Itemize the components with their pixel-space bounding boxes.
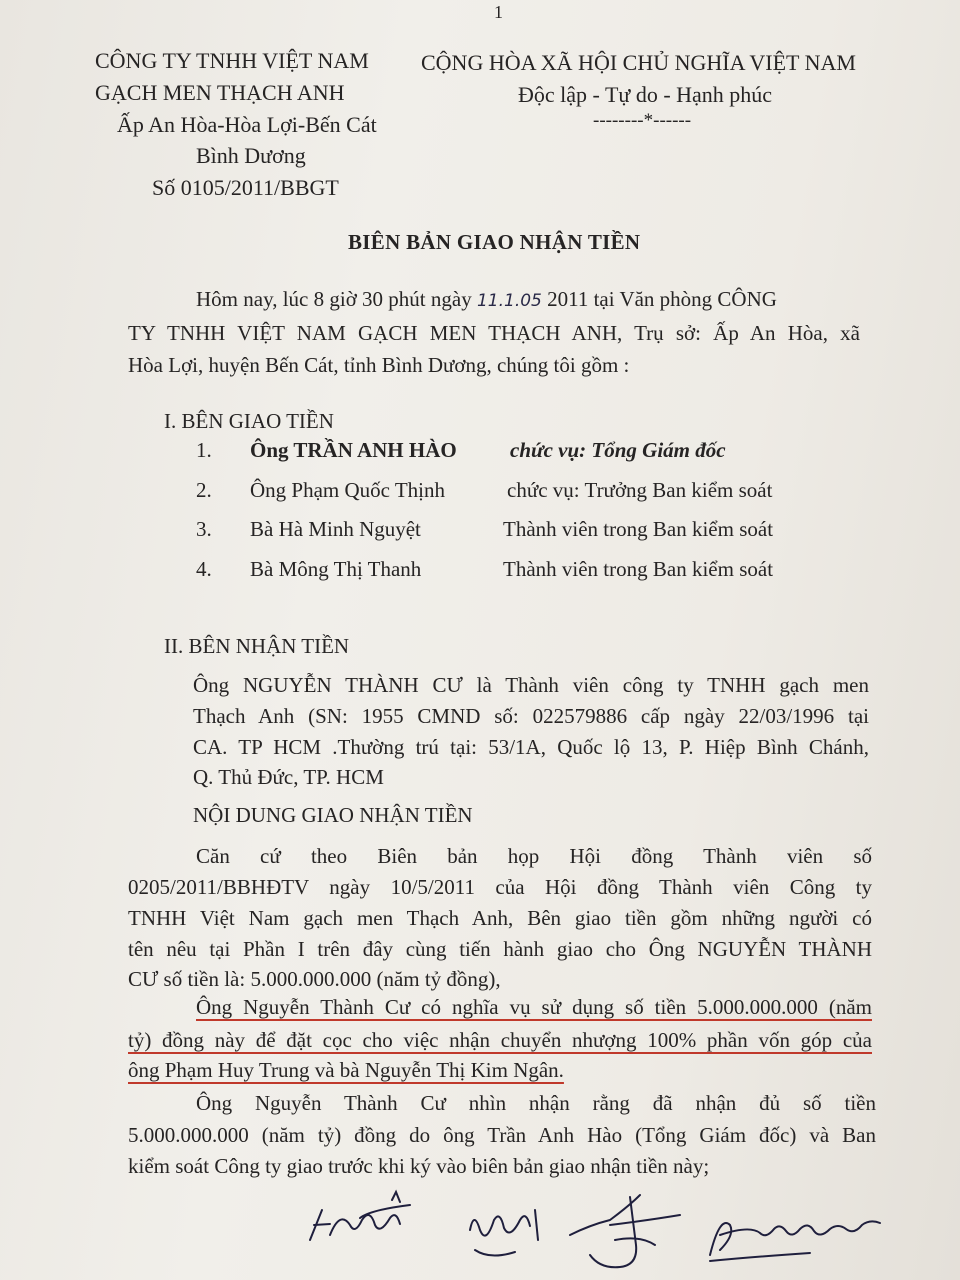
intro-line-3: Hòa Lợi, huyện Bến Cát, tỉnh Bình Dương, chúng tôi gồm : <box>128 353 630 377</box>
signature-4-icon <box>690 1195 890 1275</box>
content-para2-line3-text: ông Phạm Huy Trung và bà Nguyễn Thị Kim Ngân. <box>128 1058 564 1082</box>
content-para1-line2: 0205/2011/BBHĐTV ngày 10/5/2011 của Hội đồng Thành viên Công ty <box>128 875 872 899</box>
giver-3-number: 3. <box>196 517 212 541</box>
content-heading: NỘI DUNG GIAO NHẬN TIỀN <box>193 803 473 827</box>
content-para1-line1: Căn cứ theo Biên bản họp Hội đồng Thành viên số <box>196 844 872 868</box>
intro-text-start: Hôm nay, lúc 8 giờ 30 phút ngày <box>196 287 472 311</box>
section-1-heading: I. BÊN GIAO TIỀN <box>164 409 334 433</box>
company-province: Bình Dương <box>196 143 306 168</box>
giver-4-role: Thành viên trong Ban kiểm soát <box>503 557 774 581</box>
signature-1-icon <box>300 1180 430 1260</box>
giver-4-name: Bà Mông Thị Thanh <box>250 557 422 581</box>
giver-1-role: chức vụ: Tổng Giám đốc <box>510 438 726 462</box>
content-para2-line2-text: tỷ) đồng này để đặt cọc cho việc nhận chuyển nhượng 100% phần vốn góp của <box>128 1028 872 1052</box>
content-para2-line1 <box>196 995 872 1020</box>
giver-4-number: 4. <box>196 557 212 581</box>
content-para1-line3: TNHH Việt Nam gạch men Thạch Anh, Bên giao tiền gồm những người có <box>128 906 872 930</box>
national-motto: Độc lập - Tự do - Hạnh phúc <box>518 82 773 107</box>
giver-2-number: 2. <box>196 478 212 502</box>
content-para2-line1-text: Ông Nguyễn Thành Cư có nghĩa vụ sử dụng số tiền 5.000.000.000 (năm <box>196 995 872 1019</box>
giver-2-role: chức vụ: Trưởng Ban kiểm soát <box>507 478 773 502</box>
content-para1-line4: tên nêu tại Phần I trên đây cùng tiến hành giao cho Ông NGUYỄN THÀNH <box>128 937 872 961</box>
company-name-line2: GẠCH MEN THẠCH ANH <box>95 80 345 105</box>
content-para3-line3: kiểm soát Công ty giao trước khi ký vào biên bản giao nhận tiền này; <box>128 1154 710 1178</box>
receiver-line-4: Q. Thủ Đức, TP. HCM <box>193 765 384 789</box>
giver-2-name: Ông Phạm Quốc Thịnh <box>250 478 446 502</box>
intro-line-2: TY TNHH VIỆT NAM GẠCH MEN THẠCH ANH, Trụ sở: Ấp An Hòa, xã <box>128 321 860 345</box>
document-title: BIÊN BẢN GIAO NHẬN TIỀN <box>348 230 641 254</box>
document-number: Số 0105/2011/BBGT <box>152 175 339 200</box>
content-para2-line2 <box>128 1028 872 1053</box>
company-address: Ấp An Hòa-Hòa Lợi-Bến Cát <box>117 112 377 137</box>
content-para3-line2: 5.000.000.000 (năm tỷ) đồng do ông Trần Anh Hào (Tổng Giám đốc) và Ban <box>128 1123 876 1147</box>
header-divider: --------*------ <box>593 110 692 131</box>
handwritten-date: 11.1.05 <box>476 291 542 311</box>
page-number: 1 <box>494 2 503 22</box>
receiver-line-1: Ông NGUYỄN THÀNH CƯ là Thành viên công ty TNHH gạch men <box>193 673 869 697</box>
signature-3-icon <box>560 1185 690 1275</box>
giver-1-name: Ông TRẦN ANH HÀO <box>250 438 457 462</box>
receiver-line-3: CA. TP HCM .Thường trú tại: 53/1A, Quốc lộ 13, P. Hiệp Bình Chánh, <box>193 735 869 759</box>
content-para3-line1: Ông Nguyễn Thành Cư nhìn nhận rằng đã nhận đủ số tiền <box>196 1091 876 1115</box>
company-name-line1: CÔNG TY TNHH VIỆT NAM <box>95 48 369 73</box>
giver-3-role: Thành viên trong Ban kiểm soát <box>503 517 774 541</box>
intro-text-end: 2011 tại Văn phòng CÔNG <box>547 287 777 311</box>
receiver-line-2: Thạch Anh (SN: 1955 CMND số: 022579886 cấp ngày 22/03/1996 tại <box>193 704 869 728</box>
intro-line-1 <box>196 287 777 312</box>
giver-1-number: 1. <box>196 438 212 462</box>
national-title: CỘNG HÒA XÃ HỘI CHỦ NGHĨA VIỆT NAM <box>421 50 856 75</box>
content-para1-line5: CƯ số tiền là: 5.000.000.000 (năm tỷ đồng), <box>128 967 501 991</box>
content-para2-line3 <box>128 1058 564 1083</box>
section-2-heading: II. BÊN NHẬN TIỀN <box>164 634 350 658</box>
giver-3-name: Bà Hà Minh Nguyệt <box>250 517 421 541</box>
